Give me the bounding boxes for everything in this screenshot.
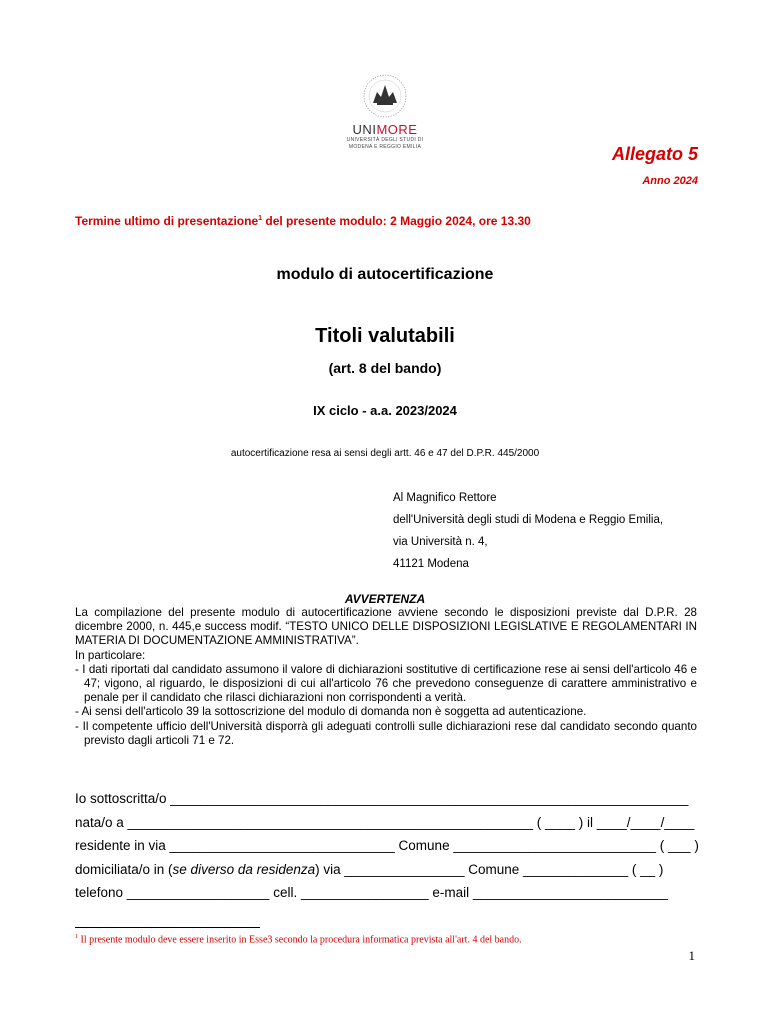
recipient-line-1: Al Magnifico Rettore <box>393 492 497 504</box>
warning-section <box>75 606 697 748</box>
personal-data-form <box>75 787 700 905</box>
university-logo <box>345 70 425 151</box>
logo-name-part2: MORE <box>376 122 418 137</box>
article-reference: (art. 8 del bando) <box>328 360 442 376</box>
deadline-notice <box>75 214 531 228</box>
logo-subtitle-line2: MODENA E REGGIO EMILIA <box>348 144 422 150</box>
warning-item-3: - Il competente ufficio dell'Università disporrà gli adeguati controlli sulle dichiarazioni rese dal candidato secondo quanto previsto dagli articoli 71 e 72. <box>75 719 697 747</box>
logo-subtitle-line1: UNIVERSITÀ DEGLI STUDI DI <box>346 137 424 143</box>
deadline-prefix: Termine ultimo di presentazione <box>75 214 259 228</box>
footnote-number: 1 <box>75 934 78 940</box>
form-line-name-text: Io sottoscritta/o _____________________________________________________________________ <box>75 791 689 806</box>
form-line-residence-text: residente in via ______________________________ Comune ___________________________ ( ___ ) <box>75 838 699 853</box>
form-line-birth[interactable] <box>75 811 700 835</box>
recipient-address <box>393 487 663 575</box>
anno-label: Anno 2024 <box>642 175 698 187</box>
recipient-line-3: via Università n. 4, <box>393 536 488 548</box>
warning-particolare: In particolare: <box>75 648 146 662</box>
form-line-contacts-text: telefono ___________________ cell. _________________ e-mail __________________________ <box>75 885 669 900</box>
cycle-year: IX ciclo - a.a. 2023/2024 <box>313 403 457 418</box>
form-line-residence[interactable] <box>75 834 700 858</box>
page-title: Titoli valutabili <box>315 325 455 347</box>
deadline-suffix: del presente modulo: 2 Maggio 2024, ore 13.30 <box>262 214 531 228</box>
recipient-line-4: 41121 Modena <box>393 558 469 570</box>
recipient-line-2: dell'Università degli studi di Modena e Reggio Emilia, <box>393 514 664 526</box>
warning-item-2: - Ai sensi dell'articolo 39 la sottoscrizione del modulo di domanda non è soggetta ad autenticazione. <box>75 705 587 719</box>
footnote-divider <box>75 927 260 928</box>
page-number: 1 <box>688 948 695 963</box>
legal-basis-note: autocertificazione resa ai sensi degli artt. 46 e 47 del D.P.R. 445/2000 <box>230 448 540 459</box>
logo-name-part1: UNI <box>352 122 377 137</box>
warning-intro: La compilazione del presente modulo di autocertificazione avviene secondo le disposizioni previste dal D.P.R. 28 dicembre 2000, n. 445,e success modif. “TESTO UNICO DELLE DISPOSIZIONI LEGISLATIVE E REGOLAMENTARI IN MATERIA DI DOCUMENTAZIONE AMMINISTRATIVA”. <box>75 606 697 648</box>
footnote <box>75 934 522 945</box>
form-line-domicile[interactable] <box>75 858 700 882</box>
warning-title: AVVERTENZA <box>344 592 426 606</box>
form-line-domicile-a: domiciliata/o in ( <box>75 861 173 877</box>
logo-wordmark <box>345 122 425 137</box>
form-line-birth-text: nata/o a ______________________________________________________ ( ____ ) il ____/____/____ <box>75 814 695 830</box>
form-line-domicile-c: ) via ________________ Comune ______________ ( __ ) <box>315 861 664 877</box>
footnote-text: Il presente modulo deve essere inserito in Esse3 secondo la procedura informatica prevista all'art. 4 del bando. <box>78 934 522 946</box>
form-line-name[interactable] <box>75 787 700 811</box>
form-line-contacts[interactable] <box>75 881 700 905</box>
footnote-ref: 1 <box>258 215 263 222</box>
form-type-heading: modulo di autocertificazione <box>276 266 494 283</box>
warning-item-1: - I dati riportati dal candidato assumono il valore di dichiarazioni sostitutive di certificazione rese ai sensi dell'articolo 46 e 47; vigono, al riguardo, le disposizioni di cui all'articolo 76 che prevedono conseguenze di carattere amministrativo e penale per il candidato che rilasci dichiarazioni non corrispondenti a verità. <box>75 662 697 705</box>
unimore-seal-icon <box>355 70 415 120</box>
form-line-domicile-b: se diverso da residenza <box>172 861 316 877</box>
allegato-label: Allegato 5 <box>611 144 698 164</box>
